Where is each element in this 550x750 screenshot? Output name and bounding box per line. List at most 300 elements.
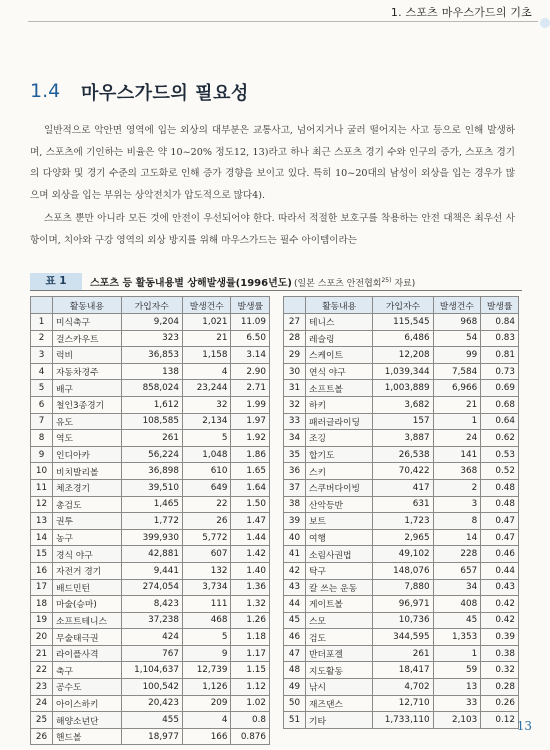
cases-count: 968: [433, 314, 481, 331]
table-row: [284, 645, 519, 662]
row-number: 27: [284, 314, 306, 331]
incidence-rate: 1.47: [231, 513, 270, 530]
row-number: 31: [284, 380, 306, 397]
table-row: [31, 695, 270, 712]
table-header-row: [31, 297, 270, 314]
row-number: 48: [284, 662, 306, 679]
activity-name: 낚시: [306, 679, 373, 696]
table-title: [90, 274, 415, 289]
row-number: 32: [284, 396, 306, 413]
activity-name: 무술태극권: [53, 629, 122, 646]
members-count: 36,898: [121, 463, 182, 480]
activity-name: 마술(승마): [53, 596, 122, 613]
row-number: 41: [284, 546, 306, 563]
members-count: 631: [373, 496, 433, 513]
activity-name: 철인3종경기: [53, 396, 122, 413]
incidence-rate: 1.65: [231, 463, 270, 480]
cases-count: 5: [182, 430, 231, 447]
incidence-rate: 0.64: [481, 413, 519, 430]
activity-name: 인디아카: [53, 446, 122, 463]
members-count: 20,423: [121, 695, 182, 712]
incidence-rate: 0.52: [481, 463, 519, 480]
cases-count: 228: [433, 546, 481, 563]
cases-count: 8: [433, 513, 481, 530]
cases-count: 23,244: [182, 380, 231, 397]
corner-decoration: [540, 18, 550, 28]
incidence-rate: 0.28: [481, 679, 519, 696]
row-number: 45: [284, 612, 306, 629]
members-count: 1,003,889: [373, 380, 433, 397]
members-count: 148,076: [373, 562, 433, 579]
activity-name: 하키: [306, 396, 373, 413]
members-count: 1,723: [373, 513, 433, 530]
cases-count: 141: [433, 446, 481, 463]
activity-name: 반더포겔: [306, 645, 373, 662]
table-row: [31, 479, 270, 496]
activity-name: 럭비: [53, 347, 122, 364]
page-number: 13: [516, 719, 532, 733]
incidence-rate: 1.36: [231, 579, 270, 596]
members-count: 18,417: [373, 662, 433, 679]
row-number: 1: [31, 314, 53, 331]
members-count: 42,881: [121, 546, 182, 563]
members-count: 9,204: [121, 314, 182, 331]
row-number: 37: [284, 479, 306, 496]
incidence-rate: 0.44: [481, 562, 519, 579]
cases-count: 1: [433, 413, 481, 430]
row-number: 14: [31, 529, 53, 546]
row-number: 2: [31, 330, 53, 347]
cases-count: 368: [433, 463, 481, 480]
caption-rule: [30, 290, 522, 291]
incidence-rate: 1.26: [231, 612, 270, 629]
header-rule: [28, 21, 538, 22]
activity-name: 소프트볼: [306, 380, 373, 397]
incidence-rate: 0.84: [481, 314, 519, 331]
activity-name: 보트: [306, 513, 373, 530]
row-number: 30: [284, 363, 306, 380]
activity-name: 조깅: [306, 430, 373, 447]
row-number: 12: [31, 496, 53, 513]
activity-name: 합기도: [306, 446, 373, 463]
cases-count: 6,966: [433, 380, 481, 397]
table-row: [284, 496, 519, 513]
activity-name: 소프트테니스: [53, 612, 122, 629]
row-number: 42: [284, 562, 306, 579]
members-count: 100,542: [121, 679, 182, 696]
cases-count: 4: [182, 363, 231, 380]
table-row: [284, 413, 519, 430]
members-count: 858,024: [121, 380, 182, 397]
members-count: 70,422: [373, 463, 433, 480]
incidence-rate: 0.26: [481, 695, 519, 712]
cases-count: 12,739: [182, 662, 231, 679]
incidence-rate: 0.73: [481, 363, 519, 380]
cases-count: 2: [433, 479, 481, 496]
incidence-rate: 0.81: [481, 347, 519, 364]
cases-count: 111: [182, 596, 231, 613]
members-count: 7,880: [373, 579, 433, 596]
table-row: [284, 612, 519, 629]
table-row: [284, 363, 519, 380]
members-count: 424: [121, 629, 182, 646]
activity-name: 핸드볼: [53, 728, 122, 745]
table-left-body: [31, 314, 270, 745]
row-number: 20: [31, 629, 53, 646]
row-number: 43: [284, 579, 306, 596]
members-count: 417: [373, 479, 433, 496]
header-activity: 활동내용: [306, 297, 373, 314]
members-count: 3,887: [373, 430, 433, 447]
row-number: 35: [284, 446, 306, 463]
row-number: 25: [31, 712, 53, 729]
row-number: 44: [284, 596, 306, 613]
row-number: 33: [284, 413, 306, 430]
members-count: 6,486: [373, 330, 433, 347]
table-row: [284, 330, 519, 347]
paragraph-2: 스포츠 뿐만 아니라 모든 것에 안전이 우선되어야 한다. 따라서 적절한 보호구를 착용하는 안전 대책은 최우선 사항이며, 치아와 구강 영역의 외상 방지를 위해 마우스가드는 필수 아이템이라는: [30, 213, 515, 246]
members-count: 1,465: [121, 496, 182, 513]
cases-count: 1,021: [182, 314, 231, 331]
incidence-rate: 6.50: [231, 330, 270, 347]
table-row: [284, 562, 519, 579]
table-row: [31, 579, 270, 596]
members-count: 49,102: [373, 546, 433, 563]
members-count: 261: [373, 645, 433, 662]
incidence-rate: 0.8: [231, 712, 270, 729]
incidence-rate: 0.46: [481, 546, 519, 563]
cases-count: 468: [182, 612, 231, 629]
activity-name: 자동차경주: [53, 363, 122, 380]
table-row: [31, 728, 270, 745]
row-number: 49: [284, 679, 306, 696]
row-number: 8: [31, 430, 53, 447]
members-count: 1,104,637: [121, 662, 182, 679]
row-number: 51: [284, 712, 306, 729]
activity-name: 탁구: [306, 562, 373, 579]
members-count: 12,710: [373, 695, 433, 712]
table-source-end: 자료): [391, 279, 416, 289]
table-row: [31, 596, 270, 613]
header-members: 가입자수: [373, 297, 433, 314]
table-row: [284, 596, 519, 613]
row-number: 24: [31, 695, 53, 712]
activity-name: 배구: [53, 380, 122, 397]
table-row: [31, 413, 270, 430]
incidence-rate: 0.43: [481, 579, 519, 596]
cases-count: 45: [433, 612, 481, 629]
cases-count: 99: [433, 347, 481, 364]
row-number: 36: [284, 463, 306, 480]
row-number: 7: [31, 413, 53, 430]
table-row: [31, 612, 270, 629]
table-row: [31, 629, 270, 646]
members-count: 1,612: [121, 396, 182, 413]
members-count: 455: [121, 712, 182, 729]
row-number: 4: [31, 363, 53, 380]
table-title-text: 스포츠 등 활동내용별 상해발생률(1996년도): [90, 278, 292, 289]
activity-name: 자전거 경기: [53, 562, 122, 579]
table-row: [31, 330, 270, 347]
table-row: [31, 662, 270, 679]
incidence-rate: 1.97: [231, 413, 270, 430]
activity-name: 게이트볼: [306, 596, 373, 613]
activity-name: 축구: [53, 662, 122, 679]
incidence-rate: 1.15: [231, 662, 270, 679]
incidence-rate: 0.83: [481, 330, 519, 347]
activity-name: 라이플사격: [53, 645, 122, 662]
members-count: 261: [121, 430, 182, 447]
header-members: 가입자수: [121, 297, 182, 314]
row-number: 18: [31, 596, 53, 613]
table-row: [31, 363, 270, 380]
table-row: [31, 380, 270, 397]
cases-count: 607: [182, 546, 231, 563]
activity-name: 농구: [53, 529, 122, 546]
table-row: [31, 712, 270, 729]
members-count: 37,238: [121, 612, 182, 629]
table-row: [31, 546, 270, 563]
activity-name: 기타: [306, 712, 373, 729]
activity-name: 경식 야구: [53, 546, 122, 563]
members-count: 26,538: [373, 446, 433, 463]
cases-count: 59: [433, 662, 481, 679]
cases-count: 408: [433, 596, 481, 613]
cases-count: 1,048: [182, 446, 231, 463]
members-count: 1,772: [121, 513, 182, 530]
row-number: 26: [31, 728, 53, 745]
activity-name: 유도: [53, 413, 122, 430]
incidence-rate: 0.12: [481, 712, 519, 729]
incidence-rate: 0.48: [481, 479, 519, 496]
activity-name: 여행: [306, 529, 373, 546]
cases-count: 34: [433, 579, 481, 596]
cases-count: 166: [182, 728, 231, 745]
table-row: [284, 546, 519, 563]
row-number: 50: [284, 695, 306, 712]
incidence-rate: 2.90: [231, 363, 270, 380]
cases-count: 33: [433, 695, 481, 712]
cases-count: 1,158: [182, 347, 231, 364]
incidence-rate: 11.09: [231, 314, 270, 331]
table-row: [31, 446, 270, 463]
header-rate: 발생률: [231, 297, 270, 314]
table-caption: [30, 273, 415, 290]
header-no: [31, 297, 53, 314]
incidence-rate: 1.99: [231, 396, 270, 413]
incidence-rate: 0.42: [481, 596, 519, 613]
cases-count: 26: [182, 513, 231, 530]
cases-count: 24: [433, 430, 481, 447]
body-text: [30, 120, 515, 253]
incidence-rate: 2.71: [231, 380, 270, 397]
row-number: 5: [31, 380, 53, 397]
row-number: 39: [284, 513, 306, 530]
members-count: 274,054: [121, 579, 182, 596]
table-row: [284, 662, 519, 679]
row-number: 10: [31, 463, 53, 480]
table-row: [31, 679, 270, 696]
paragraph-1: 일반적으로 악안면 영역에 입는 외상의 대부분은 교통사고, 넘어지거나 굴러 떨어지는 사고 등으로 인해 발생하며, 스포츠에 기인하는 비율은 약 10~20% 정도12, 13)라고 하나 최근 스포츠 경기 수와 인구의 증가, 스포츠 경기의 다양화 및 경기 수준의 고도화로 인해 증가 경향을 보이고 있다. 특히 10~20대의 남성이 외상을 입는 경우가 많으며 외상을 입는 부위는 상악전치가 압도적으로 많다4).: [30, 125, 515, 201]
section-number: 1.4: [30, 80, 61, 102]
table-right: [283, 296, 519, 729]
cases-count: 32: [182, 396, 231, 413]
activity-name: 총검도: [53, 496, 122, 513]
incidence-rate: 0.68: [481, 396, 519, 413]
cases-count: 5,772: [182, 529, 231, 546]
incidence-rate: 1.17: [231, 645, 270, 662]
cases-count: 1,353: [433, 629, 481, 646]
members-count: 10,736: [373, 612, 433, 629]
activity-name: 해양소년단: [53, 712, 122, 729]
activity-name: 걸스카우트: [53, 330, 122, 347]
table-row: [284, 430, 519, 447]
members-count: 2,965: [373, 529, 433, 546]
incidence-rate: 1.18: [231, 629, 270, 646]
activity-name: 연식 야구: [306, 363, 373, 380]
table-row: [284, 463, 519, 480]
table-source-text: (일본 스포츠 안전협회: [293, 279, 382, 289]
incidence-rate: 1.02: [231, 695, 270, 712]
cases-count: 7,584: [433, 363, 481, 380]
cases-count: 610: [182, 463, 231, 480]
incidence-rate: 0.39: [481, 629, 519, 646]
cases-count: 14: [433, 529, 481, 546]
incidence-rate: 1.92: [231, 430, 270, 447]
header-rate: 발생률: [481, 297, 519, 314]
activity-name: 칼 쓰는 운동: [306, 579, 373, 596]
row-number: 21: [31, 645, 53, 662]
table-row: [31, 396, 270, 413]
activity-name: 지도활동: [306, 662, 373, 679]
activity-name: 권투: [53, 513, 122, 530]
activity-name: 스키: [306, 463, 373, 480]
members-count: 138: [121, 363, 182, 380]
members-count: 108,585: [121, 413, 182, 430]
incidence-rate: 1.64: [231, 479, 270, 496]
cases-count: 9: [182, 645, 231, 662]
row-number: 47: [284, 645, 306, 662]
activity-name: 체조경기: [53, 479, 122, 496]
activity-name: 공수도: [53, 679, 122, 696]
incidence-rate: 0.53: [481, 446, 519, 463]
table-row: [284, 695, 519, 712]
incidence-rate: 0.32: [481, 662, 519, 679]
cases-count: 2,103: [433, 712, 481, 729]
members-count: 399,930: [121, 529, 182, 546]
table-row: [31, 430, 270, 447]
members-count: 1,039,344: [373, 363, 433, 380]
activity-name: 테니스: [306, 314, 373, 331]
header-cases: 발생건수: [182, 297, 231, 314]
members-count: 344,595: [373, 629, 433, 646]
table-row: [284, 579, 519, 596]
members-count: 323: [121, 330, 182, 347]
running-header: 1. 스포츠 마우스가드의 기초: [390, 6, 532, 19]
table-right-body: [284, 314, 519, 729]
table-row: [284, 679, 519, 696]
row-number: 6: [31, 396, 53, 413]
row-number: 16: [31, 562, 53, 579]
members-count: 12,208: [373, 347, 433, 364]
members-count: 56,224: [121, 446, 182, 463]
table-row: [284, 347, 519, 364]
incidence-rate: 0.876: [231, 728, 270, 745]
row-number: 17: [31, 579, 53, 596]
row-number: 9: [31, 446, 53, 463]
table-row: [31, 463, 270, 480]
row-number: 11: [31, 479, 53, 496]
table-row: [31, 645, 270, 662]
members-count: 767: [121, 645, 182, 662]
incidence-rate: 0.69: [481, 380, 519, 397]
row-number: 29: [284, 347, 306, 364]
activity-name: 스케이트: [306, 347, 373, 364]
activity-name: 미식축구: [53, 314, 122, 331]
cases-count: 1,126: [182, 679, 231, 696]
activity-name: 스쿠버다이빙: [306, 479, 373, 496]
cases-count: 209: [182, 695, 231, 712]
activity-name: 패러글라이딩: [306, 413, 373, 430]
row-number: 3: [31, 347, 53, 364]
incidence-rate: 1.12: [231, 679, 270, 696]
row-number: 34: [284, 430, 306, 447]
members-count: 4,702: [373, 679, 433, 696]
table-row: [284, 629, 519, 646]
incidence-rate: 1.32: [231, 596, 270, 613]
row-number: 15: [31, 546, 53, 563]
activity-name: 배드민턴: [53, 579, 122, 596]
table-row: [284, 513, 519, 530]
table-source-ref: 25): [381, 277, 392, 284]
incidence-rate: 1.86: [231, 446, 270, 463]
table-row: [284, 396, 519, 413]
row-number: 28: [284, 330, 306, 347]
header-activity: 활동내용: [53, 297, 122, 314]
members-count: 18,977: [121, 728, 182, 745]
row-number: 19: [31, 612, 53, 629]
members-count: 96,971: [373, 596, 433, 613]
members-count: 157: [373, 413, 433, 430]
activity-name: 레슬링: [306, 330, 373, 347]
incidence-rate: 1.42: [231, 546, 270, 563]
members-count: 36,853: [121, 347, 182, 364]
table-label: 표 1: [30, 273, 82, 290]
cases-count: 54: [433, 330, 481, 347]
incidence-rate: 0.47: [481, 529, 519, 546]
incidence-rate: 1.44: [231, 529, 270, 546]
incidence-rate: 0.38: [481, 645, 519, 662]
row-number: 38: [284, 496, 306, 513]
table-row: [284, 314, 519, 331]
members-count: 8,423: [121, 596, 182, 613]
members-count: 9,441: [121, 562, 182, 579]
table-header-row: [284, 297, 519, 314]
table-row: [31, 496, 270, 513]
header-cases: 발생건수: [433, 297, 481, 314]
row-number: 46: [284, 629, 306, 646]
table-row: [31, 513, 270, 530]
incidence-rate: 0.42: [481, 612, 519, 629]
incidence-rate: 1.40: [231, 562, 270, 579]
table-row: [31, 347, 270, 364]
table-row: [284, 380, 519, 397]
table-row: [284, 712, 519, 729]
cases-count: 13: [433, 679, 481, 696]
section-title: 마우스가드의 필요성: [81, 83, 249, 104]
activity-name: 역도: [53, 430, 122, 447]
table-row: [31, 314, 270, 331]
